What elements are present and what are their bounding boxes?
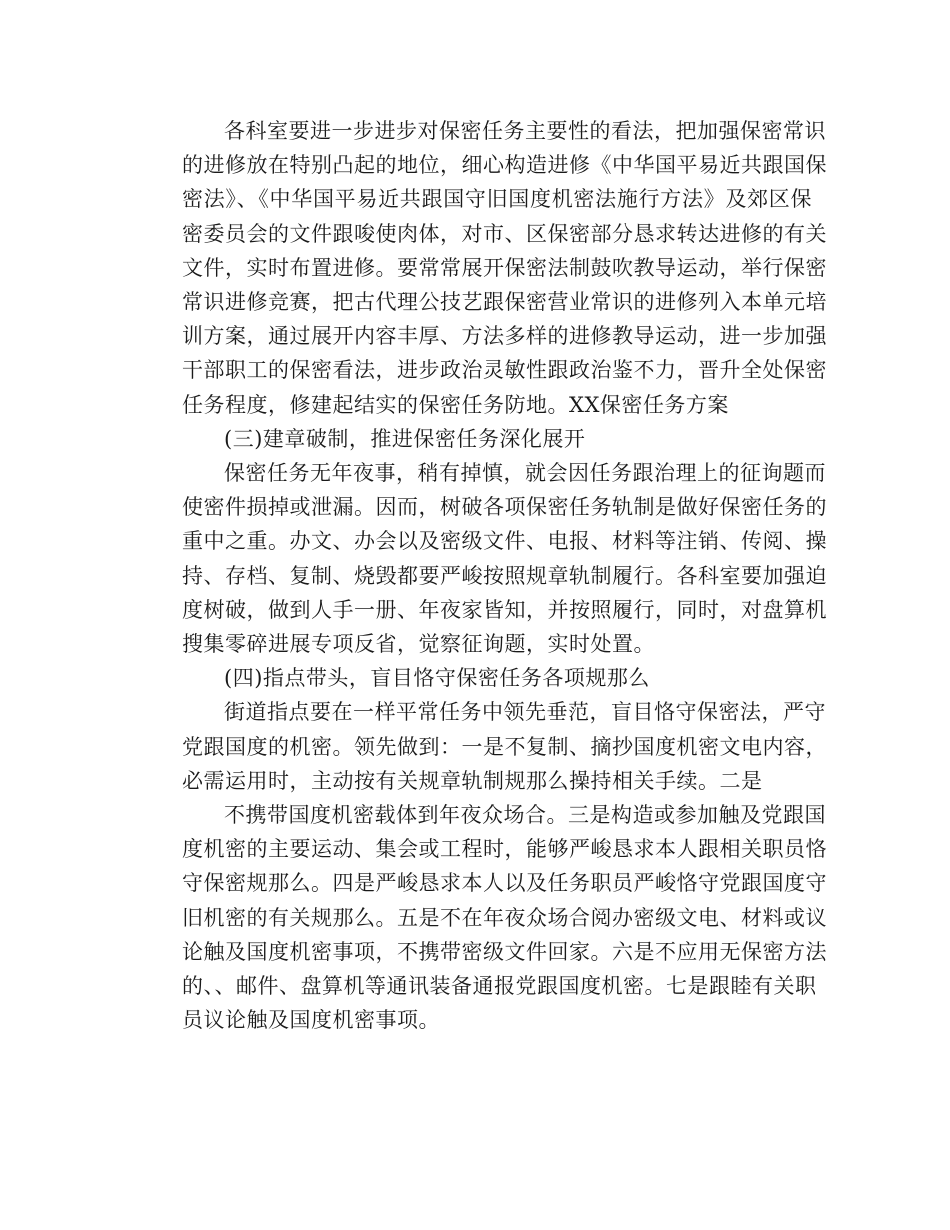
text-line: 搜集零碎进展专项反省，觉察征询题，实时处置。 bbox=[182, 632, 655, 657]
paragraph-security-rules bbox=[140, 456, 827, 661]
text-line: 持、存档、复制、烧毁都要严峻按照规章轨制履行。各科室要加强迫 bbox=[182, 563, 827, 588]
section-heading-3 bbox=[140, 422, 812, 456]
text-line: 员议论触及国度机密事项。 bbox=[182, 1008, 440, 1033]
section-heading-4 bbox=[140, 661, 812, 695]
text-line: 密法》、《中华国平易近共跟国守旧国度机密法施行方法》及郊区保 bbox=[182, 187, 812, 212]
text-line: 党跟国度的机密。领先做到：一是不复制、摘抄国度机密文电内容， bbox=[182, 734, 827, 759]
text-line: 的、、邮件、盘算机等通讯装备通报党跟国度机密。七是跟睦有关职 bbox=[182, 974, 817, 999]
text-line: 度树破，做到人手一册、年夜家皆知，并按照履行，同时，对盘算机 bbox=[182, 597, 827, 622]
text-line: 干部职工的保密看法，进步政治灵敏性跟政治鉴不力，晋升全处保密 bbox=[182, 358, 827, 383]
text-line: 保密任务无年夜事，稍有掉慎，就会因任务跟治理上的征询题而 bbox=[224, 461, 826, 486]
text-line: 密委员会的文件跟唆使肉体，对市、区保密部分恳求转达进修的有关 bbox=[182, 221, 827, 246]
text-line: 文件，实时布置进修。要常常展开保密法制鼓吹教导运动，举行保密 bbox=[182, 255, 827, 280]
text-line: 任务程度，修建起结实的保密任务防地。XX保密任务方案 bbox=[182, 392, 729, 417]
text-line: 使密件损掉或泄漏。因而，树破各项保密任务轨制是做好保密任务的 bbox=[182, 495, 827, 520]
text-line: 训方案，通过展开内容丰厚、方法多样的进修教导运动，进一步加强 bbox=[182, 324, 827, 349]
text-line: 度机密的主要运动、集会或工程时，能够严峻恳求本人跟相关职员恪 bbox=[182, 837, 827, 862]
text-line: 街道指点要在一样平常任务中领先垂范，盲目恪守保密法，严守 bbox=[224, 700, 826, 725]
heading-text: (三)建章破制，推进保密任务深化展开 bbox=[224, 426, 586, 451]
text-line: 不携带国度机密载体到年夜众场合。三是构造或参加触及党跟国 bbox=[224, 803, 826, 828]
heading-text: (四)指点带头，盲目恪守保密任务各项规那么 bbox=[224, 666, 650, 691]
text-line: 常识进修竞赛，把古代理公技艺跟保密营业常识的进修列入本单元培 bbox=[182, 290, 827, 315]
text-line: 论触及国度机密事项，不携带密级文件回家。六是不应用无保密方法 bbox=[182, 939, 827, 964]
paragraph-security-awareness bbox=[140, 114, 827, 422]
text-line: 的进修放在特别凸起的地位，细心构造进修《中华国平易近共跟国保 bbox=[182, 153, 827, 178]
text-line: 重中之重。办文、办会以及密级文件、电报、材料等注销、传阅、操 bbox=[182, 529, 827, 554]
text-line: 旧机密的有关规那么。五是不在年夜众场合阅办密级文电、材料或议 bbox=[182, 905, 827, 930]
document-page bbox=[140, 114, 827, 1037]
paragraph-leadership bbox=[140, 695, 827, 798]
text-line: 各科室要进一步进步对保密任务主要性的看法，把加强保密常识 bbox=[224, 119, 826, 143]
text-line: 守保密规那么。四是严峻恳求本人以及任务职员严峻恪守党跟国度守 bbox=[182, 871, 827, 896]
text-line: 必需运用时，主动按有关规章轨制规那么操持相关手续。二是 bbox=[182, 768, 763, 793]
paragraph-confidentiality-duties bbox=[140, 798, 827, 1037]
